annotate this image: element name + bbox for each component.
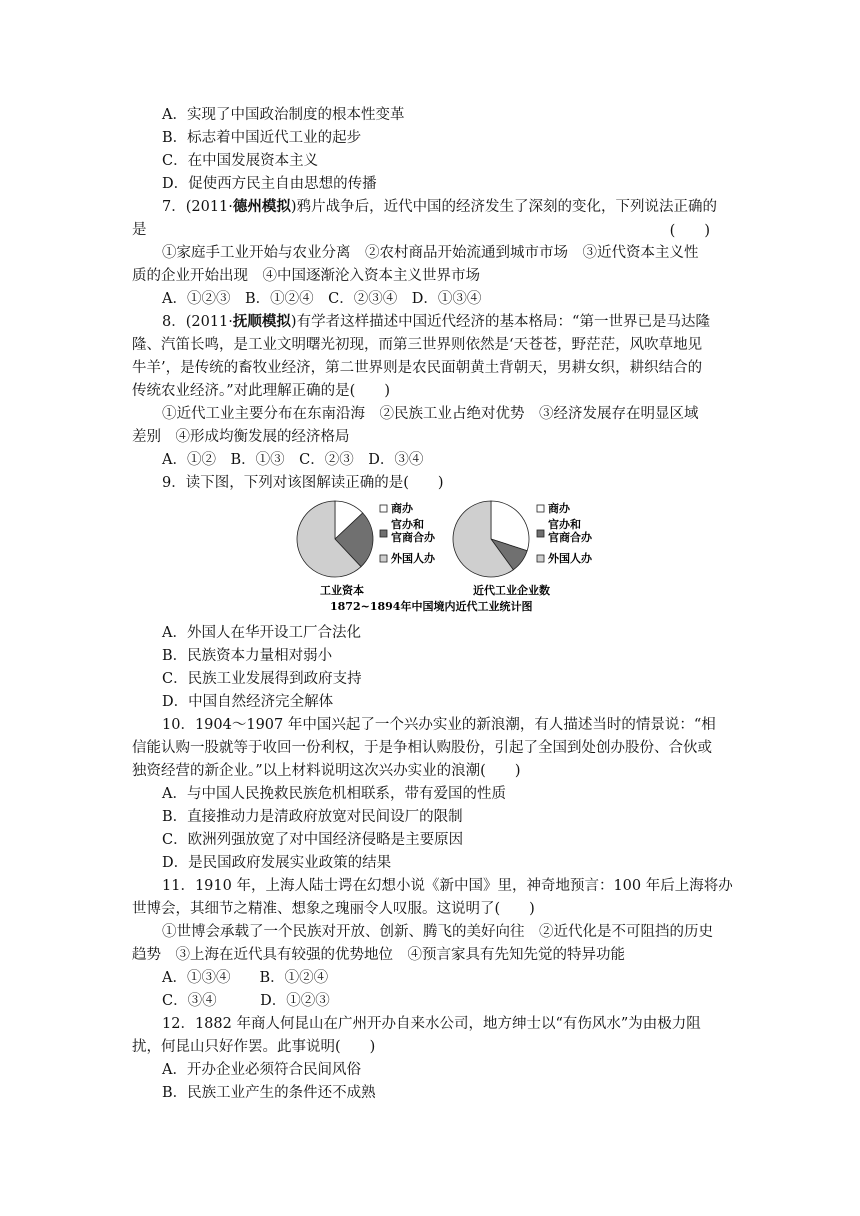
q10-stem-line1: 10．1904～1907 年中国兴起了一个兴办实业的新浪潮，有人描述当时的情景说：“相 [162, 717, 716, 733]
q11-items-line2: 趋势 ③上海在近代具有较强的优势地位 ④预言家具有先知先觉的特异功能 [132, 947, 625, 963]
q9-stem: 9．读下图，下列对该图解读正确的是( ) [162, 475, 444, 491]
q12-stem-line1: 12．1882 年商人何昆山在广州开办自来水公司，地方绅士以“有伤风水”为由极力阻 [162, 1016, 701, 1032]
legend2-swatch-private [537, 505, 544, 512]
pie-industrial-capital [297, 501, 373, 577]
q12-stem-line2: 扰，何昆山只好作罢。此事说明( ) [132, 1039, 376, 1055]
q8-stem-text: )有学者这样描述中国近代经济的基本格局：“第一世界已是马达隆 [290, 314, 710, 330]
q7-source: 德州模拟 [232, 198, 291, 215]
q8-stem-line4: 传统农业经济。”对此理解正确的是( ) [132, 383, 390, 399]
q9-option-c: C．民族工业发展得到政府支持 [162, 671, 362, 687]
q11-stem-line1: 11．1910 年，上海人陆士谔在幻想小说《新中国》里，神奇地预言：100 年后上海将办 [162, 878, 733, 894]
chart2-label: 近代工业企业数 [473, 584, 550, 597]
q7-items-line2: 质的企业开始出现 ④中国逐渐沦入资本主义世界市场 [132, 268, 480, 284]
q11-items-line1: ①世博会承载了一个民族对开放、创新、腾飞的美好向往 ②近代化是不可阻挡的历史 [162, 924, 713, 940]
q7-stem-line1 [162, 196, 762, 218]
legend1-swatch-official [380, 530, 387, 537]
q9-figure [290, 492, 620, 622]
legend2-swatch-foreign [537, 555, 544, 562]
q10-option-a: A．与中国人民挽救民族危机相联系，带有爱国的性质 [162, 786, 506, 802]
legend1-official-line2: 官商合办 [391, 531, 435, 544]
q8-stem-line1 [162, 311, 762, 333]
q10-option-b: B．直接推动力是清政府放宽对民间设厂的限制 [162, 809, 463, 825]
q8-items-line1: ①近代工业主要分布在东南沿海 ②民族工业占绝对优势 ③经济发展存在明显区域 [162, 406, 699, 422]
legend1-official-line1: 官办和 [391, 518, 424, 531]
q7-items-line1: ①家庭手工业开始与农业分离 ②农村商品开始流通到城市市场 ③近代资本主义性 [162, 245, 699, 261]
q12-option-b: B．民族工业产生的条件还不成熟 [162, 1085, 376, 1101]
q7-answer-paren: ( ) [669, 223, 710, 239]
legend1-foreign: 外国人办 [391, 552, 435, 565]
q7-options: A．①②③ B．①②④ C．②③④ D．①③④ [162, 291, 482, 307]
q8-source: 抚顺模拟 [232, 313, 291, 330]
q7-number: 7．(2011· [162, 199, 233, 215]
q8-stem-line3: 牛羊’，是传统的畜牧业经济，第二世界则是农民面朝黄土背朝天，男耕女织，耕织结合的 [132, 360, 703, 376]
q6-option-c: C．在中国发展资本主义 [162, 153, 319, 169]
legend2-foreign: 外国人办 [548, 552, 592, 565]
q10-option-d: D．是民国政府发展实业政策的结果 [162, 855, 392, 871]
legend2-official-line2: 官商合办 [548, 531, 592, 544]
q9-pie-charts [290, 492, 620, 622]
q11-stem-line2: 世博会，其细节之精准、想象之瑰丽令人叹服。这说明了( ) [132, 901, 535, 917]
q6-option-a: A．实现了中国政治制度的根本性变革 [162, 107, 405, 123]
q10-stem-line3: 独资经营的新企业。”以上材料说明这次兴办实业的浪潮( ) [132, 763, 521, 779]
q9-option-b: B．民族资本力量相对弱小 [162, 648, 333, 664]
q8-items-line2: 差别 ④形成均衡发展的经济格局 [132, 429, 350, 445]
q6-option-b: B．标志着中国近代工业的起步 [162, 130, 362, 146]
q11-options-line2: C．③④ D．①②③ [162, 993, 330, 1009]
q9-option-a: A．外国人在华开设工厂合法化 [162, 625, 361, 641]
q11-options-line1: A．①③④ B．①②④ [162, 970, 329, 986]
q10-stem-line2: 信能认购一股就等于收回一份利权，于是争相认购股份，引起了全国到处创办股份、合伙或 [132, 740, 712, 756]
legend1-swatch-foreign [380, 555, 387, 562]
legend2-private: 商办 [548, 502, 570, 515]
q10-option-c: C．欧洲列强放宽了对中国经济侵略是主要原因 [162, 832, 464, 848]
q9-option-d: D．中国自然经济完全解体 [162, 694, 334, 710]
legend2-official-line1: 官办和 [548, 518, 581, 531]
q6-option-d: D．促使西方民主自由思想的传播 [162, 176, 377, 192]
legend2-swatch-official [537, 530, 544, 537]
q12-option-a: A．开办企业必须符合民间风俗 [162, 1062, 361, 1078]
q8-number: 8．(2011· [162, 314, 233, 330]
q8-stem-line2: 隆、汽笛长鸣，是工业文明曙光初现，而第三世界则依然是‘天苍苍，野茫茫，风吹草地见 [132, 337, 703, 353]
q7-stem-text: )鸦片战争后，近代中国的经济发生了深刻的变化，下列说法正确的 [290, 199, 718, 215]
chart1-label: 工业资本 [320, 584, 364, 597]
figure-title: 1872~1894年中国境内近代工业统计图 [330, 600, 533, 613]
q8-options: A．①② B．①③ C．②③ D．③④ [162, 452, 424, 468]
pie-enterprise-count [453, 501, 529, 577]
legend1-private: 商办 [391, 502, 413, 515]
legend1-swatch-private [380, 505, 387, 512]
q7-stem-line2: 是 [132, 222, 147, 238]
